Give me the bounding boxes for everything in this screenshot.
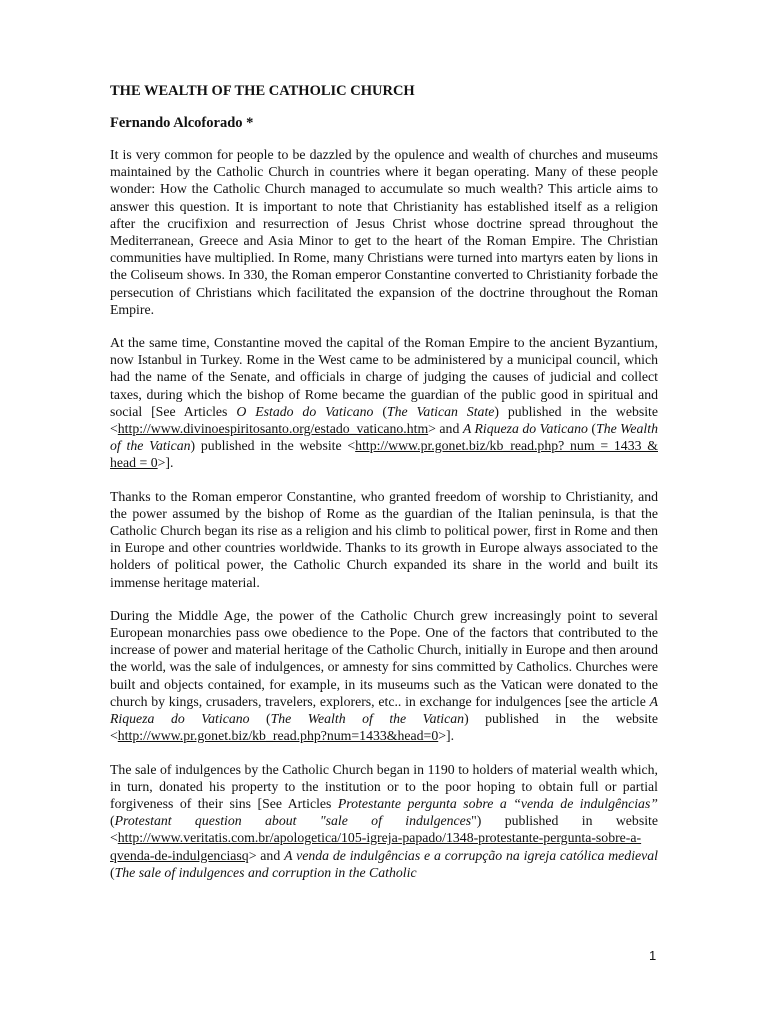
p5-italic-2: Protestant question about "sale of indulgences [114,813,472,829]
paragraph-2 [110,334,658,472]
paragraph-5 [110,761,658,881]
p5-link-veritatis[interactable]: http://www.veritatis.com.br/apologetica/105-igreja-papado/1348-protestante-pergunta-sobre-a-qvenda-de-indulgenciasq [110,830,642,863]
p2-text-7: >]. [157,455,174,471]
p4-text-4: >]. [438,728,455,744]
p5-text-1: The sale of indulgences by the Catholic Church began in 1190 to holders of material wealth which, in turn, donated his property to the institution or to the poor hoping to obtain full or partial forgiveness of their sins [See Articles [110,761,658,811]
p4-italic-1: A Riqueza do Vaticano [110,693,658,727]
p4-link-gonet[interactable]: http://www.pr.gonet.biz/kb_read.php?num=1433&head=0 [117,728,439,744]
p5-italic-3: A venda de indulgências e a corrupção na igreja católica medieval [284,847,659,863]
p2-text-5: ( [587,421,597,437]
p2-text-2: ( [373,403,387,419]
paragraph-3-text: Thanks to the Roman emperor Constantine, who granted freedom of worship to Christianity, and the power assumed by the bishop of Rome as the guardian of the Italian peninsula, is that the Catholic Church began its rise as a religion and his climb to political power, first in Rome and then in Europe and other countries worldwide. Thanks to its growth in Europe always associated to the holders of political power, the Catholic Church expanded its share in the world and built its immense heritage material. [110,488,658,590]
document-title: THE WEALTH OF THE CATHOLIC CHURCH [110,83,415,99]
p2-italic-4: The Wealth of the Vatican [110,421,658,454]
p2-link-divinoespiritosanto[interactable]: http://www.divinoespiritosanto.org/estado_vaticano.htm [117,421,429,437]
p4-text-3: ) published in the website < [110,711,659,744]
p4-text-2: ( [249,711,271,727]
p2-italic-2: The Vatican State [386,403,495,419]
paragraph-3 [110,488,658,591]
p5-text-5: ( [110,864,115,880]
p4-text-1: During the Middle Age, the power of the Catholic Church grew increasingly point to several European monarchies pass owe obedience to the Pope. One of the factors that contributed to the increase of power and material heritage of the Catholic Church, initially in Europe and then around the world, was the sale of indulgences, or amnesty for sins committed by Catholics. Churches were built and objects contained, for example, in its museums such as the Vatican were donated to the church by kings, crusaders, travelers, explorers, etc.. in exchange for indulgences [see the article [110,607,658,709]
paragraph-1 [110,146,658,318]
p5-text-2: ( [110,813,115,829]
paragraph-1-text: It is very common for people to be dazzled by the opulence and wealth of churches and museums maintained by the Catholic Church in countries where it began operating. Many of these people wonder: How the Catholic Church managed to accumulate so much wealth? This article aims to answer this question. It is important to note that Christianity has established itself as a religion after the crucifixion and resurrection of Jesus Christ whose doctrine spread throughout the Mediterranean, Greece and Asia Minor to get to the heart of the Roman Empire. The Christian communities have multiplied. In Rome, many Christians were turned into martyrs eaten by lions in the Coliseum shows. In 330, the Roman emperor Constantine converted to Christianity forbade the persecution of Christians which facilitated the expansion of the doctrine throughout the Roman Empire. [110,147,658,317]
p5-text-4: > and [248,847,285,863]
p2-link-gonet[interactable]: http://www.pr.gonet.biz/kb_read.php? num = 1433 & head = 0 [110,438,658,471]
paragraph-4 [110,607,658,745]
p2-italic-3: A Riqueza do Vaticano [462,421,588,437]
p2-italic-1: O Estado do Vaticano [236,403,374,419]
author-line: Fernando Alcoforado * [110,115,254,131]
p2-text-3: ) published in the website < [110,403,658,437]
p4-italic-2: The Wealth of the Vatican [270,711,465,727]
p2-text-1: At the same time, Constantine moved the capital of the Roman Empire to the ancient Byzantium, now Istanbul in Turkey. Rome in the West came to be administered by a municipal council, which had the name of the Senate, and officials in charge of judging the causes of judicial and collect taxes, during which the bishop of Rome became the guardian of the public good in spiritual and social [See Articles [110,335,658,419]
p2-text-4: > and [428,421,463,437]
p5-italic-1: Protestante pergunta sobre a “venda de indulgências” [337,795,658,811]
document-body [110,82,658,897]
p5-italic-4: The sale of indulgences and corruption in the Catholic [114,864,417,880]
p5-text-3: ") published in website < [110,813,658,846]
p2-text-6: ) published in the website < [190,438,356,454]
page-number: 1 [649,948,657,963]
